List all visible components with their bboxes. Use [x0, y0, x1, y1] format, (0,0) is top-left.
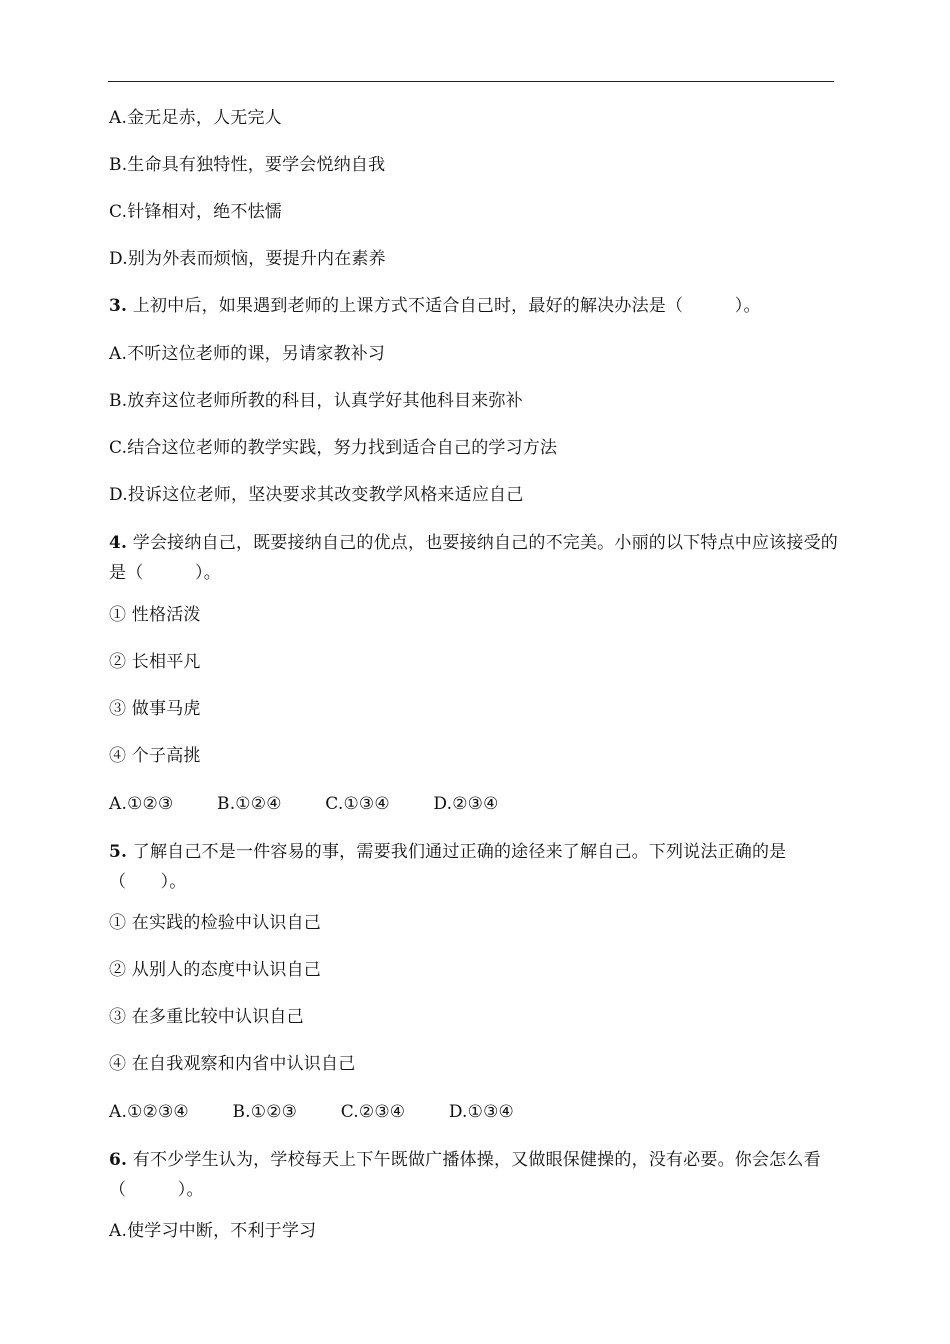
q5-item-1: ① 在实践的检验中认识自己	[109, 913, 322, 933]
q5-choice-d: D.①③④	[448, 1102, 514, 1122]
q3-text: 上初中后，如果遇到老师的上课方式不适合自己时，最好的解决办法是（ ）。	[132, 296, 761, 316]
q3-option-d: D.投诉这位老师，坚决要求其改变教学风格来适应自己	[109, 485, 524, 505]
q5-choice-a: A.①②③④	[109, 1102, 189, 1122]
q5-choice-c: C.②③④	[340, 1102, 406, 1122]
q3-option-c: C.结合这位老师的教学实践，努力找到适合自己的学习方法	[109, 438, 558, 458]
q5-item-4: ④ 在自我观察和内省中认识自己	[109, 1054, 356, 1074]
q4-item-4: ④ 个子高挑	[109, 746, 201, 766]
q4-choice-c: C.①③④	[325, 794, 390, 814]
q2-option-a: A.金无足赤，人无完人	[109, 108, 282, 128]
q2-option-d: D.别为外表而烦恼，要提升内在素养	[109, 249, 386, 269]
q3-option-a: A.不听这位老师的课，另请家教补习	[109, 344, 386, 364]
q4-item-1: ① 性格活泼	[109, 605, 201, 625]
q4-choice-a: A.①②③	[109, 794, 174, 814]
q4-item-2: ② 长相平凡	[109, 652, 201, 672]
q3-number: 3.	[109, 296, 128, 316]
header-rule	[108, 81, 834, 82]
q5-stem	[109, 837, 844, 897]
q6-option-a: A.使学习中断，不利于学习	[109, 1221, 317, 1241]
q4-choice-b: B.①②④	[217, 794, 282, 814]
q4-choices	[109, 792, 499, 816]
q6-text: 有不少学生认为，学校每天上下午既做广播体操，又做眼保健操的，没有必要。你会怎么看（ ）。	[109, 1150, 821, 1200]
q5-item-3: ③ 在多重比较中认识自己	[109, 1007, 304, 1027]
q5-choices	[109, 1100, 514, 1124]
q4-choice-d: D.②③④	[433, 794, 499, 814]
q4-item-3: ③ 做事马虎	[109, 699, 201, 719]
q4-stem	[109, 528, 844, 588]
q5-number: 5.	[109, 842, 128, 862]
q6-number: 6.	[109, 1150, 128, 1170]
q3-option-b: B.放弃这位老师所教的科目，认真学好其他科目来弥补	[109, 391, 523, 411]
q4-number: 4.	[109, 533, 128, 553]
q6-stem	[109, 1145, 844, 1205]
q5-choice-b: B.①②③	[232, 1102, 298, 1122]
q5-text: 了解自己不是一件容易的事，需要我们通过正确的途径来了解自己。下列说法正确的是（ ）。	[109, 842, 787, 892]
q3-stem	[109, 294, 761, 318]
q4-text: 学会接纳自己，既要接纳自己的优点，也要接纳自己的不完美。小丽的以下特点中应该接受的是（ ）。	[109, 533, 838, 583]
q2-option-c: C.针锋相对，绝不怯懦	[109, 202, 283, 222]
q5-item-2: ② 从别人的态度中认识自己	[109, 960, 322, 980]
q2-option-b: B.生命具有独特性，要学会悦纳自我	[109, 155, 386, 175]
